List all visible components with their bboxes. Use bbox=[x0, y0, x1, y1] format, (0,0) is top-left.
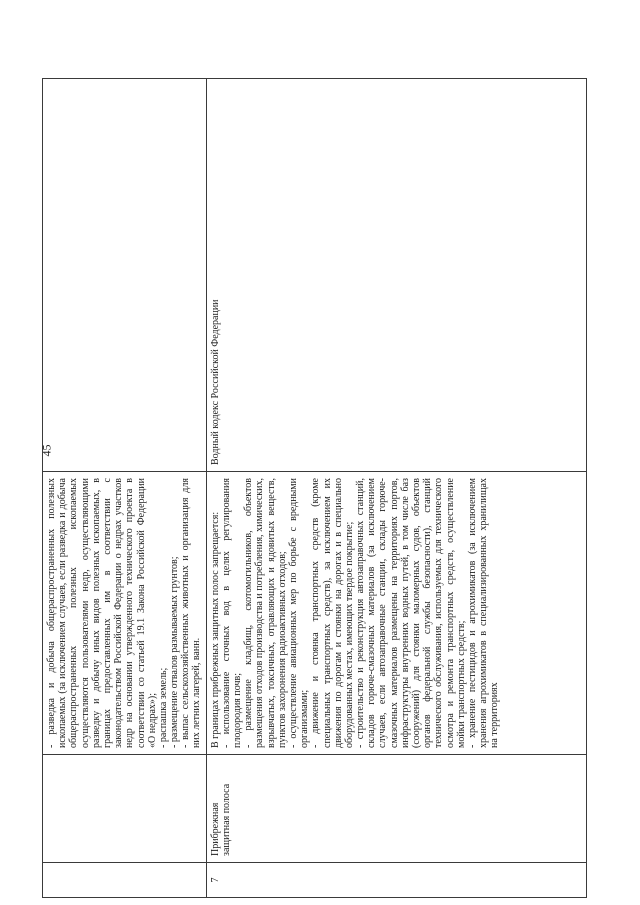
restrictions-text: В границах прибрежных защитных полос запрещается: - использование сточных вод в целях регулирования плодородия почв; - размещение кладбищ, скотомогильников, объектов размещения отходов производства и потребления, химических, взрывчатых, токсичных, отравляющих и ядовитых веществ, пунктов захоронения радиоактивных отходов; - осуществление авиационных мер по борьбе с вредными организмами; - движение и стоянка транспортных средств (кроме специальных транспортных средств), за исключением их движения по дорогам и стоянки на дорогах и в специально оборудованных местах, имеющих твердое покрытие; - строительство и реконструкция автозаправочных станций, складов горюче-смазочных материалов (за исключением случаев, если автозаправочные станции, склады горюче-смазочных материалов размещены на территориях портов, инфраструктуры внутренних водных путей, в том числе баз (сооружений) для стоянки маломерных судов, объектов органов федеральной службы безопасности), станций технического обслуживания, используемых для технического осмотра и ремонта транспортных средств, осуществление мойки транспортных средств; - хранение пестицидов и агрохимикатов (за исключением хранения агрохимикатов в специализированных хранилищах на территориях bbox=[209, 478, 501, 748]
restrictions-cell bbox=[206, 472, 586, 755]
restrictions-text: - разведка и добыча общераспространенных полезных ископаемых (за исключением случаев, если разведка и добыча общераспространенных полезных ископаемых осуществляются пользователями недр, осуществляющими разведку и добычу иных видов полезных ископаемых, в границах предоставленных им в соответствии с законодательством Российской Федерации о недрах участков недр на основании утвержденного технического проекта в соответствии со статьей 19.1 Закона Российской Федерации «О недрах»); - распашка земель; - размещение отвалов размываемых грунтов; - выпас сельскохозяйственных животных и организация для них летних лагерей, ванн. bbox=[46, 478, 203, 748]
page-number: 45 bbox=[39, 444, 54, 457]
table-row bbox=[206, 79, 586, 898]
legal-basis-cell: Водный кодекс Российской Федерации bbox=[206, 79, 586, 472]
zone-name-cell: Прибрежная защитная полоса bbox=[206, 755, 586, 863]
zone-name-cell bbox=[43, 755, 207, 863]
row-number-cell bbox=[43, 863, 207, 898]
legal-basis-cell bbox=[43, 79, 207, 472]
table-row bbox=[43, 79, 207, 898]
rotated-table-wrapper bbox=[39, 78, 562, 898]
restrictions-cell bbox=[43, 472, 207, 755]
restrictions-table bbox=[39, 78, 587, 898]
row-number-cell: 7 bbox=[206, 863, 586, 898]
